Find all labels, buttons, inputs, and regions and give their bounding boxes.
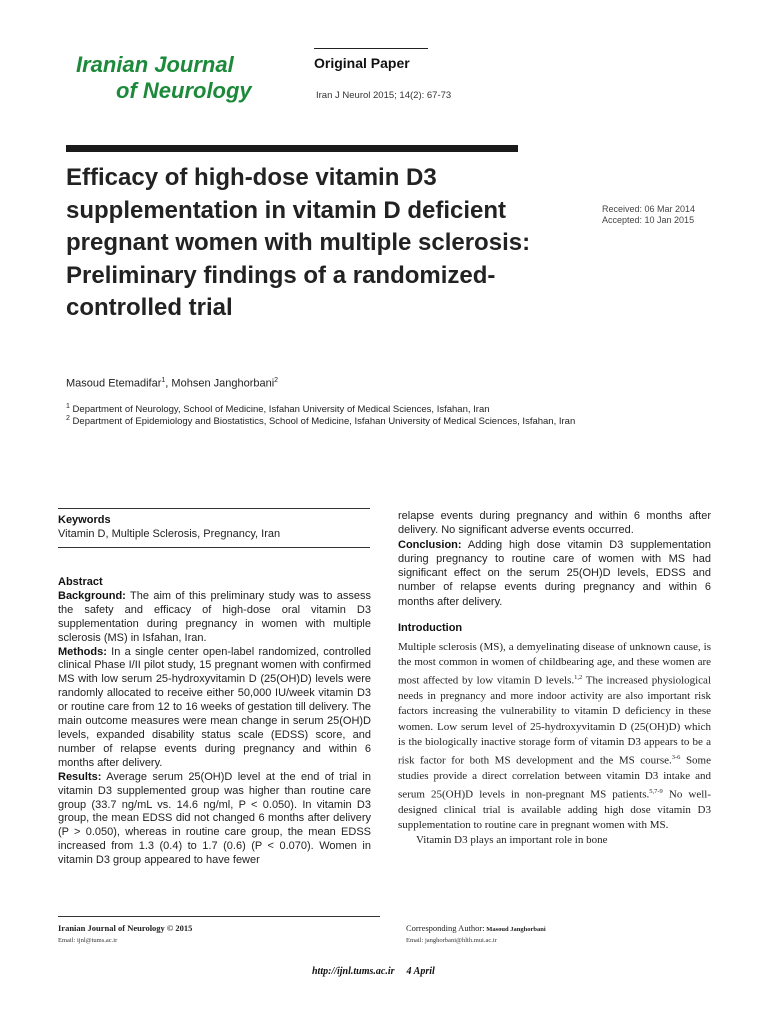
methods-text: In a single center open-label randomized, controlled clinical Phase I/II pilot study, 15 pregnant women with confirmed MS with low serum 25-hydroxyvitamin D (25(OH)D) levels were randomly allocated to receive either 50,000 IU/week vitamin D3 or routine care from 12 to 16 weeks of gestation till delivery. The main outcome measures were mean change in serum 25(OH)D levels, expanded disability status scale (EDSS) score, and number of relapse events during pregnancy and within 6 months after delivery. (58, 645, 371, 769)
author-separator: , (165, 377, 172, 390)
journal-name-line1: Iranian Journal (76, 52, 234, 77)
affiliation-text: Department of Neurology, School of Medicine, Isfahan University of Medical Sciences, Isfahan, Iran (69, 404, 490, 416)
author-name: Masoud Etemadifar (66, 377, 162, 390)
received-date: Received: 06 Mar 2014 (602, 204, 696, 214)
keywords-text: Vitamin D, Multiple Sclerosis, Pregnancy, Iran (58, 528, 281, 540)
journal-url[interactable]: http://ijnl.tums.ac.ir (312, 966, 395, 977)
footer-date: 4 April (406, 966, 435, 977)
corresponding-label: Corresponding Author: (406, 923, 485, 933)
abstract-results (58, 771, 371, 868)
author-affiliation-mark: 2 (274, 377, 279, 384)
page-footer (312, 966, 435, 977)
intro-text: Multiple sclerosis (MS), a demyelinating disease of unknown cause, is the most common in women of childbearing age, and these women are most affected by low vitamin D levels. (398, 641, 711, 688)
conclusion-text: Adding high dose vitamin D3 supplementation during pregnancy to routine care of women with MS had significant effect on the serum 25(OH)D levels, EDSS and number of relapse events during pregnancy and within 6 months after delivery. (398, 538, 711, 608)
affiliation-mark: 1 (66, 403, 70, 410)
abstract-methods (58, 646, 371, 771)
affiliation (66, 415, 575, 427)
keywords-heading: Keywords (58, 514, 111, 526)
journal-logo (76, 52, 252, 104)
accepted-date: Accepted: 10 Jan 2015 (602, 214, 695, 225)
abstract-right-column (398, 509, 711, 609)
abstract-conclusion (398, 538, 711, 609)
keywords-box (58, 508, 370, 548)
corresponding-author (406, 923, 546, 933)
footer-rule (58, 916, 380, 917)
author-list (66, 377, 278, 390)
citation-ref: 3-6 (671, 754, 681, 762)
citation-ref: 1,2 (574, 674, 583, 682)
citation-ref: 5,7-9 (649, 788, 663, 796)
title-divider-bar (66, 145, 518, 152)
corresponding-email: Email: janghorbani@hlth.mui.ac.ir (406, 937, 497, 944)
intro-text: Some studies provide a direct correlation between vitamin D3 intake and serum 25(OH)D levels in non-pregnant MS patients. (398, 754, 711, 801)
submission-dates (602, 204, 695, 225)
introduction-paragraph: Vitamin D3 plays an important role in bone (416, 834, 608, 847)
introduction-heading: Introduction (398, 622, 463, 634)
introduction-paragraph (398, 640, 711, 833)
background-label: Background: (58, 589, 126, 602)
author-name: Mohsen Janghorbani (171, 377, 275, 390)
results-label: Results: (58, 770, 102, 783)
affiliation-text: Department of Epidemiology and Biostatistics, School of Medicine, Isfahan University of Medical Sciences, Isfahan, Iran (69, 416, 576, 428)
intro-text: No well-designed clinical trial is available adding high dose vitamin D3 supplementation to routine care in pregnant women with MS. (398, 788, 712, 832)
abstract-heading: Abstract (58, 576, 103, 588)
background-text: The aim of this preliminary study was to assess the safety and efficacy of high-dose oral vitamin D3 supplementation during pregnancy in women with multiple sclerosis (MS) in Isfahan, Iran. (58, 589, 371, 644)
journal-name-line2: of Neurology (116, 78, 252, 103)
footer-journal-email: Email: ijnl@tums.ac.ir (58, 937, 118, 944)
abstract-left-column (58, 576, 371, 868)
footer-copyright: Iranian Journal of Neurology © 2015 (58, 923, 193, 933)
results-continued: relapse events during pregnancy and within 6 months after delivery. No significant adverse events occurred. (398, 510, 711, 537)
author-affiliation-mark: 1 (161, 377, 166, 384)
paper-title: Efficacy of high-dose vitamin D3 supplementation in vitamin D deficient pregnant women with multiple sclerosis: Preliminary findings of a randomized-controlled trial (66, 164, 531, 321)
citation: Iran J Neurol 2015; 14(2): 67-73 (316, 90, 452, 101)
introduction-body (398, 640, 711, 849)
corresponding-name: Masoud Janghorbani (484, 926, 546, 933)
intro-text: The increased physiological needs in pregnancy and more indoor activity are also important risk factors increasing the vulnerability to vitamin D deficiency in these women. Low serum level of 25-hydroxyvitamin D (25(OH)D) which is the biologically inactive storage form of vitamin D3 appears to be a risk factor for both MS development and the MS course. (398, 675, 711, 767)
affiliation (66, 403, 490, 415)
methods-label: Methods: (58, 645, 107, 658)
abstract-background (58, 590, 371, 646)
paper-type-box (314, 48, 428, 71)
affiliation-mark: 2 (66, 415, 70, 422)
paper-type-label: Original Paper (314, 55, 410, 71)
conclusion-label: Conclusion: (398, 538, 462, 551)
results-text: Average serum 25(OH)D level at the end of trial in vitamin D3 supplemented group was higher than routine care group (33.7 ng/mL vs. 14.6 ng/ml, P < 0.050). In vitamin D3 group, the mean EDSS did not changed 6 months after delivery (P > 0.050), whereas in routine care group, the mean EDSS increased from 1.3 (0.4) to 1.7 (0.6) (P < 0.070). Women in vitamin D3 group appeared to have fewer (58, 770, 371, 867)
